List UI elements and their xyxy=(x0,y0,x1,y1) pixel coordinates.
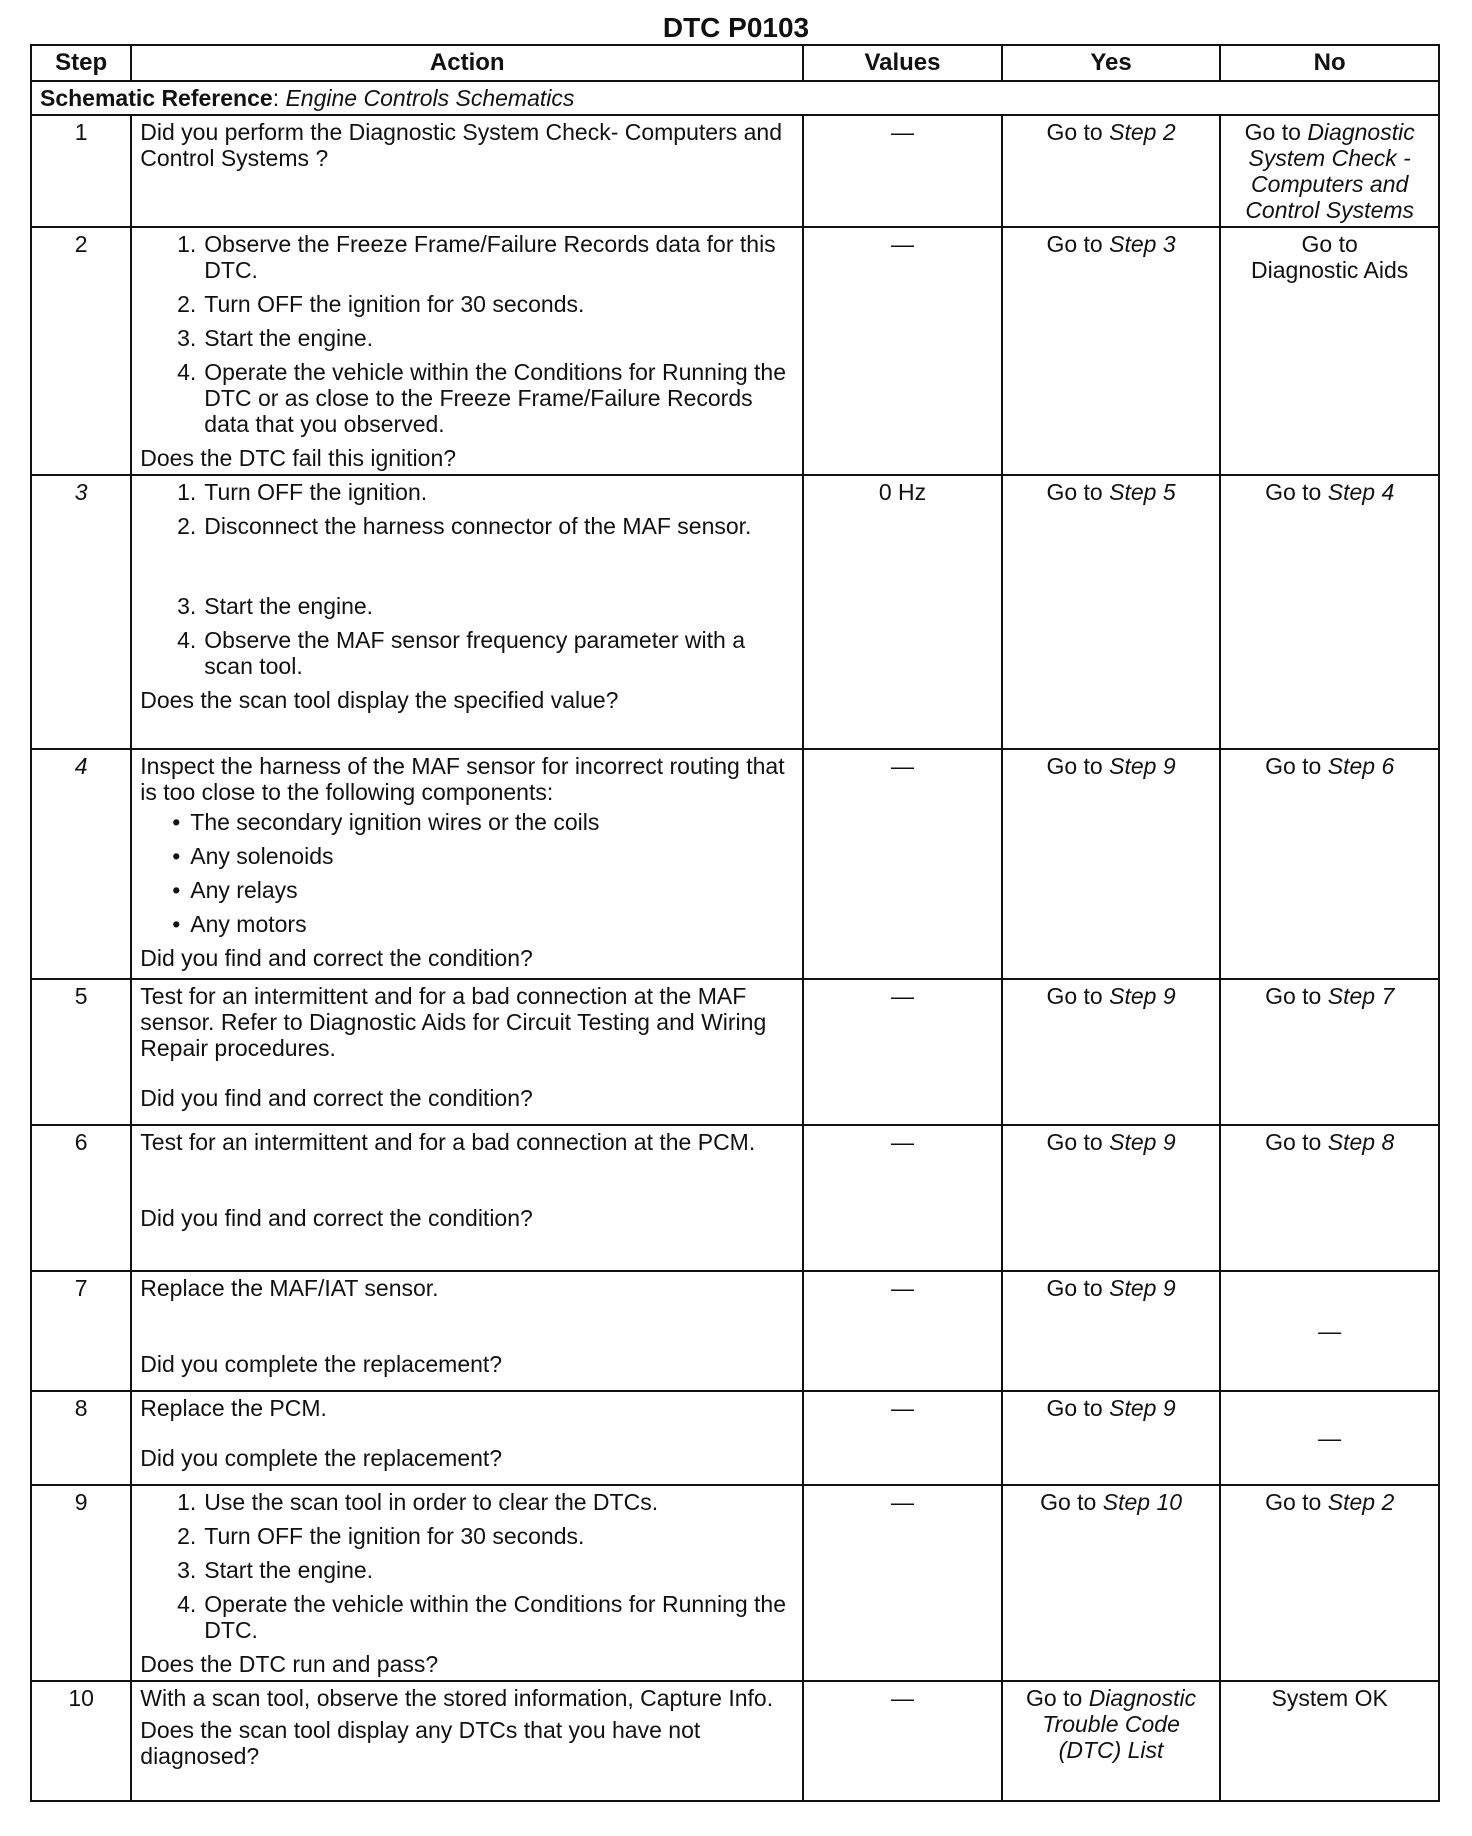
yes-cell xyxy=(1002,115,1221,227)
action-question: Did you complete the replacement? xyxy=(140,1445,503,1471)
goto-target-sub: Computers and Control Systems xyxy=(1245,171,1415,223)
goto-step: Step 9 xyxy=(1109,753,1176,779)
goto-label: Go to xyxy=(1026,1685,1083,1711)
step-number: 7 xyxy=(31,1271,131,1391)
goto-step: Step 9 xyxy=(1109,1129,1176,1155)
goto-label: Go to xyxy=(1046,1129,1103,1155)
action-cell xyxy=(131,1271,803,1391)
action-cell xyxy=(131,1125,803,1271)
goto-step: Step 5 xyxy=(1109,479,1176,505)
action-question: Does the DTC run and pass? xyxy=(140,1651,439,1677)
schematic-reference xyxy=(31,81,1439,115)
action-question: Does the DTC fail this ignition? xyxy=(140,445,457,471)
list-item: 1. Turn OFF the ignition. xyxy=(177,479,428,505)
table-row xyxy=(31,227,1439,475)
values-cell: — xyxy=(803,115,1002,227)
goto-step: Step 3 xyxy=(1109,231,1176,257)
action-bullets xyxy=(140,809,794,937)
action-text: Did you perform the Diagnostic System Check- Computers and Control Systems ? xyxy=(140,119,782,171)
step-number: 10 xyxy=(31,1681,131,1801)
values-cell: — xyxy=(803,1125,1002,1271)
list-item: • Any motors xyxy=(172,911,307,937)
list-item: • The secondary ignition wires or the coils xyxy=(172,809,600,835)
schematic-row xyxy=(31,81,1439,115)
goto-step: Step 8 xyxy=(1327,1129,1395,1155)
action-cell xyxy=(131,1485,803,1681)
no-cell xyxy=(1220,1485,1439,1681)
action-steps xyxy=(140,479,794,539)
no-cell xyxy=(1220,749,1439,979)
step-number: 6 xyxy=(31,1125,131,1271)
goto-step: Step 2 xyxy=(1109,119,1176,145)
goto-label: Go to xyxy=(1046,231,1103,257)
list-item: 2. Turn OFF the ignition for 30 seconds. xyxy=(177,291,585,317)
goto-step: Step 6 xyxy=(1327,753,1395,779)
header-values: Values xyxy=(803,45,1002,81)
no-cell xyxy=(1220,115,1439,227)
yes-cell xyxy=(1002,1485,1221,1681)
table-row xyxy=(31,1271,1439,1391)
header-yes: Yes xyxy=(1002,45,1221,81)
goto-target: Diagnostic Trouble Code (DTC) List xyxy=(1042,1685,1197,1763)
action-text: With a scan tool, observe the stored information, Capture Info. xyxy=(140,1685,774,1711)
list-item: • Any relays xyxy=(172,877,298,903)
no-cell: — xyxy=(1220,1391,1439,1485)
list-item: 1. Observe the Freeze Frame/Failure Records data for this DTC. xyxy=(177,231,776,283)
goto-step: Step 4 xyxy=(1327,479,1395,505)
action-text: Test for an intermittent and for a bad connection at the MAF sensor. Refer to Diagnostic Aids for Circuit Testing and Wiring Repair procedures. xyxy=(140,983,767,1061)
goto-label: Go to xyxy=(1265,983,1322,1009)
goto-label: Go to xyxy=(1046,119,1103,145)
list-item: 3. Start the engine. xyxy=(177,593,374,619)
yes-cell xyxy=(1002,979,1221,1125)
table-row xyxy=(31,979,1439,1125)
goto-step: Step 9 xyxy=(1109,983,1176,1009)
goto-label: Go to xyxy=(1046,983,1103,1009)
table-row xyxy=(31,1681,1439,1801)
yes-cell xyxy=(1002,1681,1221,1801)
table-row xyxy=(31,1125,1439,1271)
goto-label: Go to xyxy=(1301,231,1358,257)
no-cell xyxy=(1220,227,1439,475)
yes-cell xyxy=(1002,1125,1221,1271)
schematic-value: Engine Controls Schematics xyxy=(285,85,575,111)
yes-cell xyxy=(1002,1271,1221,1391)
yes-cell xyxy=(1002,227,1221,475)
page-title: DTC P0103 xyxy=(662,12,810,43)
table-row xyxy=(31,115,1439,227)
values-cell: — xyxy=(803,1391,1002,1485)
action-cell xyxy=(131,749,803,979)
list-item: 2. Disconnect the harness connector of the MAF sensor. xyxy=(177,513,752,539)
action-question: Did you complete the replacement? xyxy=(140,1351,503,1377)
goto-step: Step 9 xyxy=(1109,1395,1176,1421)
list-item: 4. Observe the MAF sensor frequency parameter with a scan tool. xyxy=(177,627,746,679)
action-steps xyxy=(140,231,794,437)
values-cell: — xyxy=(803,1681,1002,1801)
list-item: 1. Use the scan tool in order to clear the DTCs. xyxy=(177,1489,659,1515)
no-cell: System OK xyxy=(1220,1681,1439,1801)
values-cell: — xyxy=(803,979,1002,1125)
action-steps xyxy=(140,1489,794,1643)
step-number: 4 xyxy=(31,749,131,979)
goto-label: Go to xyxy=(1265,753,1322,779)
goto-label: Go to xyxy=(1046,479,1103,505)
schematic-label: Schematic Reference xyxy=(40,85,273,111)
no-cell: — xyxy=(1220,1271,1439,1391)
step-number: 8 xyxy=(31,1391,131,1485)
action-cell xyxy=(131,227,803,475)
table-row xyxy=(31,749,1439,979)
action-question: Did you find and correct the condition? xyxy=(140,1085,533,1111)
goto-label: Go to xyxy=(1265,479,1322,505)
goto-step: Step 2 xyxy=(1327,1489,1395,1515)
list-item: 3. Start the engine. xyxy=(177,325,374,351)
goto-label: Go to xyxy=(1244,119,1301,145)
action-question: Did you find and correct the condition? xyxy=(140,1205,533,1231)
goto-label: Go to xyxy=(1046,1275,1103,1301)
goto-label: Go to xyxy=(1046,1395,1103,1421)
values-cell: 0 Hz xyxy=(803,475,1002,749)
step-number: 9 xyxy=(31,1485,131,1681)
no-cell xyxy=(1220,1125,1439,1271)
action-question: Does the scan tool display any DTCs that you have not diagnosed? xyxy=(140,1717,701,1769)
action-text: Replace the PCM. xyxy=(140,1395,327,1421)
action-intro: Inspect the harness of the MAF sensor for incorrect routing that is too close to the following components: xyxy=(140,753,785,805)
step-number: 2 xyxy=(31,227,131,475)
step-number: 3 xyxy=(31,475,131,749)
header-row xyxy=(31,45,1439,81)
action-text: Replace the MAF/IAT sensor. xyxy=(140,1275,439,1301)
goto-step: Step 7 xyxy=(1327,983,1395,1009)
goto-target: Diagnostic Aids xyxy=(1251,257,1409,283)
values-cell: — xyxy=(803,1485,1002,1681)
no-cell xyxy=(1220,979,1439,1125)
goto-label: Go to xyxy=(1046,753,1103,779)
step-number: 5 xyxy=(31,979,131,1125)
action-cell xyxy=(131,115,803,227)
step-number: 1 xyxy=(31,115,131,227)
action-steps xyxy=(140,593,794,679)
table-row xyxy=(31,475,1439,749)
no-cell xyxy=(1220,475,1439,749)
action-text: Test for an intermittent and for a bad connection at the PCM. xyxy=(140,1129,756,1155)
header-step: Step xyxy=(31,45,131,81)
list-item: 4. Operate the vehicle within the Conditions for Running the DTC. xyxy=(177,1591,787,1643)
header-no: No xyxy=(1220,45,1439,81)
values-cell: — xyxy=(803,749,1002,979)
goto-target: Diagnostic System Check - xyxy=(1248,119,1415,171)
goto-step: Step 10 xyxy=(1102,1489,1183,1515)
action-cell xyxy=(131,1681,803,1801)
table-row xyxy=(31,1391,1439,1485)
header-action: Action xyxy=(131,45,803,81)
values-cell: — xyxy=(803,227,1002,475)
list-item: 3. Start the engine. xyxy=(177,1557,374,1583)
goto-label: Go to xyxy=(1040,1489,1097,1515)
list-item: 2. Turn OFF the ignition for 30 seconds. xyxy=(177,1523,585,1549)
action-question: Did you find and correct the condition? xyxy=(140,945,533,971)
yes-cell xyxy=(1002,749,1221,979)
action-cell xyxy=(131,1391,803,1485)
yes-cell xyxy=(1002,1391,1221,1485)
goto-step: Step 9 xyxy=(1109,1275,1176,1301)
list-item: • Any solenoids xyxy=(172,843,334,869)
list-item: 4. Operate the vehicle within the Conditions for Running the DTC or as close to the Freeze Frame/Failure Records data that you observed. xyxy=(177,359,787,437)
dtc-table xyxy=(30,44,1440,1802)
action-cell xyxy=(131,475,803,749)
yes-cell xyxy=(1002,475,1221,749)
action-cell xyxy=(131,979,803,1125)
schematic-sep: : xyxy=(272,85,286,111)
action-question: Does the scan tool display the specified value? xyxy=(140,687,619,713)
goto-label: Go to xyxy=(1265,1129,1322,1155)
goto-label: Go to xyxy=(1265,1489,1322,1515)
table-row xyxy=(31,1485,1439,1681)
values-cell: — xyxy=(803,1271,1002,1391)
